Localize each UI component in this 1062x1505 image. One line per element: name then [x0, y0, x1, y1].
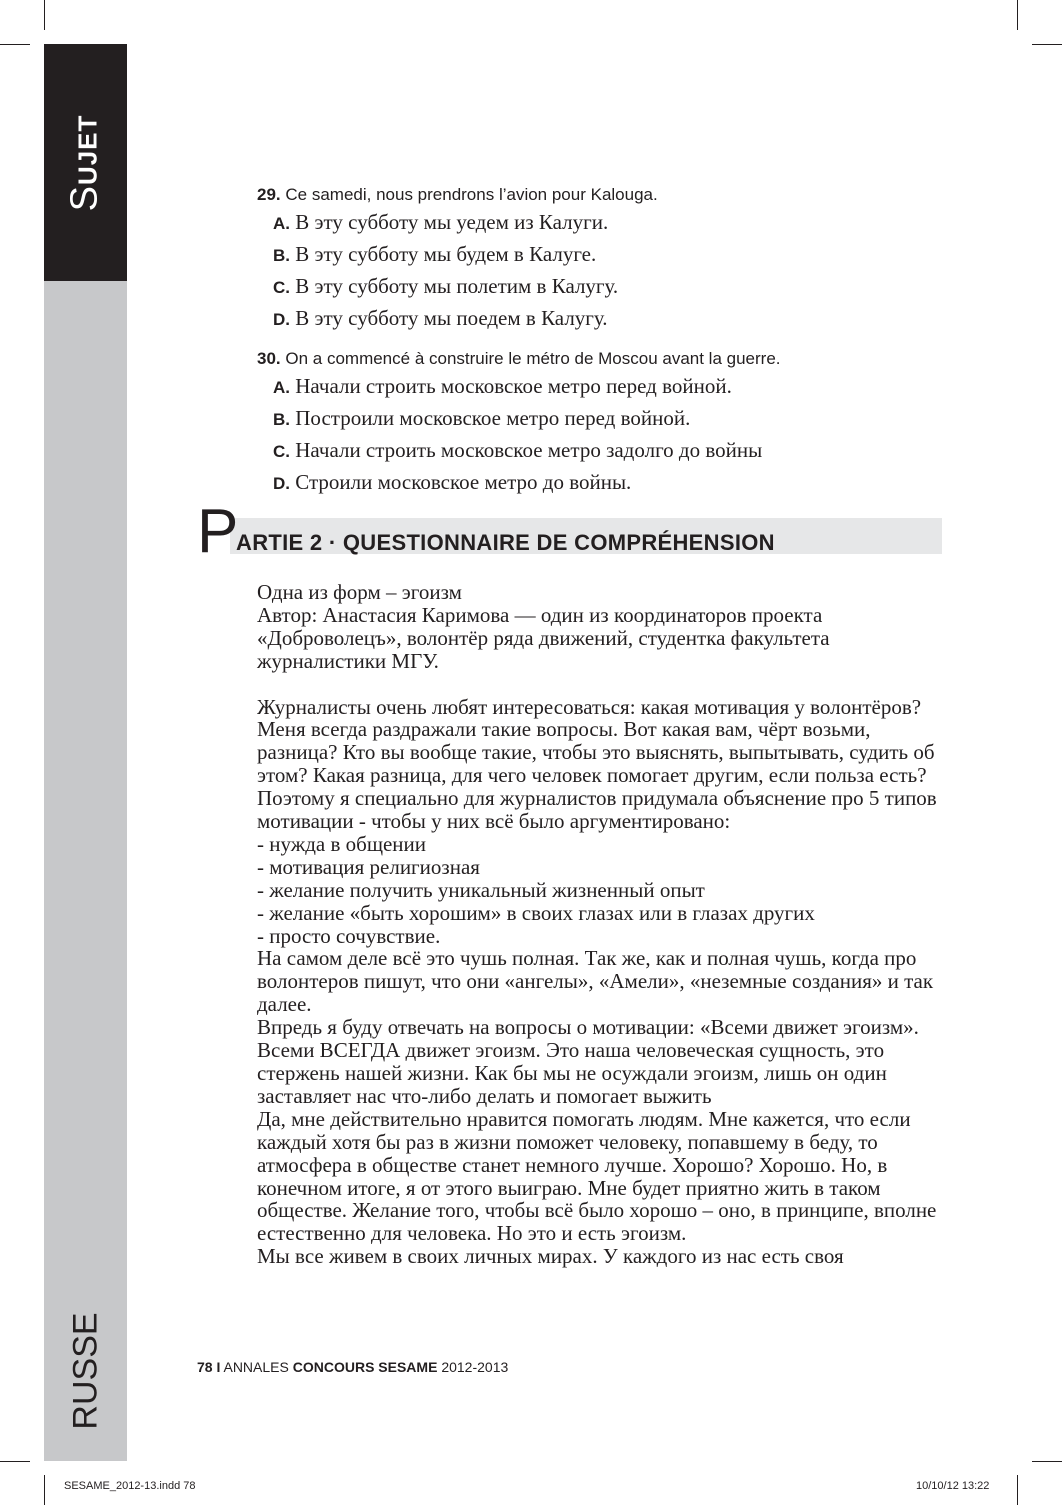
- crop-mark: [1017, 0, 1018, 30]
- crop-mark: [44, 1475, 45, 1505]
- footer-prefix: ANNALES: [223, 1359, 289, 1375]
- article-paragraph: Журналисты очень любят интересоваться: какая мотивация у волонтёров?: [257, 694, 922, 719]
- list-item: - желание «быть хорошим» в своих глазах или в глазах других: [257, 900, 815, 925]
- crop-mark: [44, 0, 45, 30]
- sidebar-sujet-label: SUJET: [63, 114, 106, 212]
- crop-mark: [0, 1461, 30, 1462]
- paragraph-gap: [257, 673, 947, 696]
- crop-mark: [1032, 1461, 1062, 1462]
- footer-brand: CONCOURS SESAME: [292, 1359, 438, 1375]
- article-paragraph: Мы все живем в своих личных мирах. У каждого из нас есть своя: [257, 1244, 844, 1269]
- crop-mark: [0, 44, 30, 45]
- list-item: - желание получить уникальный жизненный опыт: [257, 877, 705, 902]
- question-stem: 29. Ce samedi, nous prendrons l’avion pour Kalouga.: [257, 185, 658, 204]
- article-paragraph: Впредь я буду отвечать на вопросы о мотивации: «Всеми движет эгоизм». Всеми ВСЕГДА движет эгоизм. Это наша человеческая сущность, это стержень нашей жизни. Как бы мы не осуждали эгоизм, лишь он один заставляет нас что-либо делать и помогает выжить: [257, 1015, 919, 1108]
- crop-mark: [1032, 44, 1062, 45]
- section-heading-initial: P: [197, 497, 239, 566]
- slug-datetime: 10/10/12 13:22: [916, 1480, 990, 1492]
- article-body: [257, 581, 947, 1268]
- answer-option: D. Строили московское метро до войны.: [273, 470, 632, 494]
- question-29: [257, 184, 957, 335]
- footer-separator: I: [216, 1359, 221, 1375]
- answer-option: B. В эту субботу мы будем в Калуге.: [273, 242, 597, 266]
- answer-option: C. В эту субботу мы полетим в Калугу.: [273, 274, 619, 298]
- answer-option: A. Начали строить московское метро перед войной.: [273, 374, 732, 398]
- footer-years: 2012-2013: [441, 1359, 509, 1375]
- answer-option: B. Построили московское метро перед войной.: [273, 406, 691, 430]
- crop-mark: [1017, 1475, 1018, 1505]
- article-heading: Одна из форм – эгоизм: [257, 580, 462, 604]
- page-footer: [197, 1359, 508, 1375]
- page-number: 78: [197, 1359, 213, 1375]
- list-item: - нужда в общении: [257, 831, 427, 856]
- question-30: [257, 348, 957, 499]
- answer-option: C. Начали строить московское метро задолго до войны: [273, 438, 763, 462]
- answer-option: D. В эту субботу мы поедем в Калугу.: [273, 306, 608, 330]
- answer-option: A. В эту субботу мы уедем из Калуги.: [273, 210, 609, 234]
- list-item: - просто сочувствие.: [257, 923, 441, 948]
- section-heading-title: ARTIE 2 · QUESTIONNAIRE DE COMPRÉHENSION: [236, 530, 775, 555]
- list-item: - мотивация религиозная: [257, 854, 480, 879]
- slug-filename: SESAME_2012-13.indd 78: [64, 1480, 196, 1492]
- sidebar-grey-block: [44, 281, 127, 1461]
- article-paragraph: На самом деле всё это чушь полная. Так же, как и полная чушь, когда про волонтеров пишут, что они «ангелы», «Амели», «неземные создания» и так далее.: [257, 946, 934, 1017]
- sidebar-russe-label: RUSSE: [66, 1312, 105, 1430]
- article-paragraph: Поэтому я специально для журналистов придумала объяснение про 5 типов мотивации - чтобы у них всё было аргументировано:: [257, 786, 937, 834]
- article-paragraph: Да, мне действительно нравится помогать людям. Мне кажется, что если каждый хотя бы раз в жизни поможет человеку, попавшему в беду, то атмосфера в обществе станет немного лучше. Хорошо? Хорошо. Но, в конечном итоге, я от этого выиграю. Мне будет приятно жить в таком обществе. Желание того, чтобы всё было хорошо – оно, в принципе, вполне естественно для человека. Но это и есть эгоизм.: [257, 1106, 937, 1246]
- article-byline: Автор: Анастасия Каримова — один из координаторов проекта «Доброволецъ», волонтёр ряда движений, студентка факультета журналистики МГУ.: [257, 602, 830, 673]
- question-stem: 30. On a commencé à construire le métro de Moscou avant la guerre.: [257, 349, 781, 368]
- article-paragraph: Меня всегда раздражали такие вопросы. Вот какая вам, чёрт возьми, разница? Кто вы вообще такие, чтобы это выяснять, выпытывать, судить об этом? Какая разница, для чего человек помогает другим, если польза есть?: [257, 717, 935, 788]
